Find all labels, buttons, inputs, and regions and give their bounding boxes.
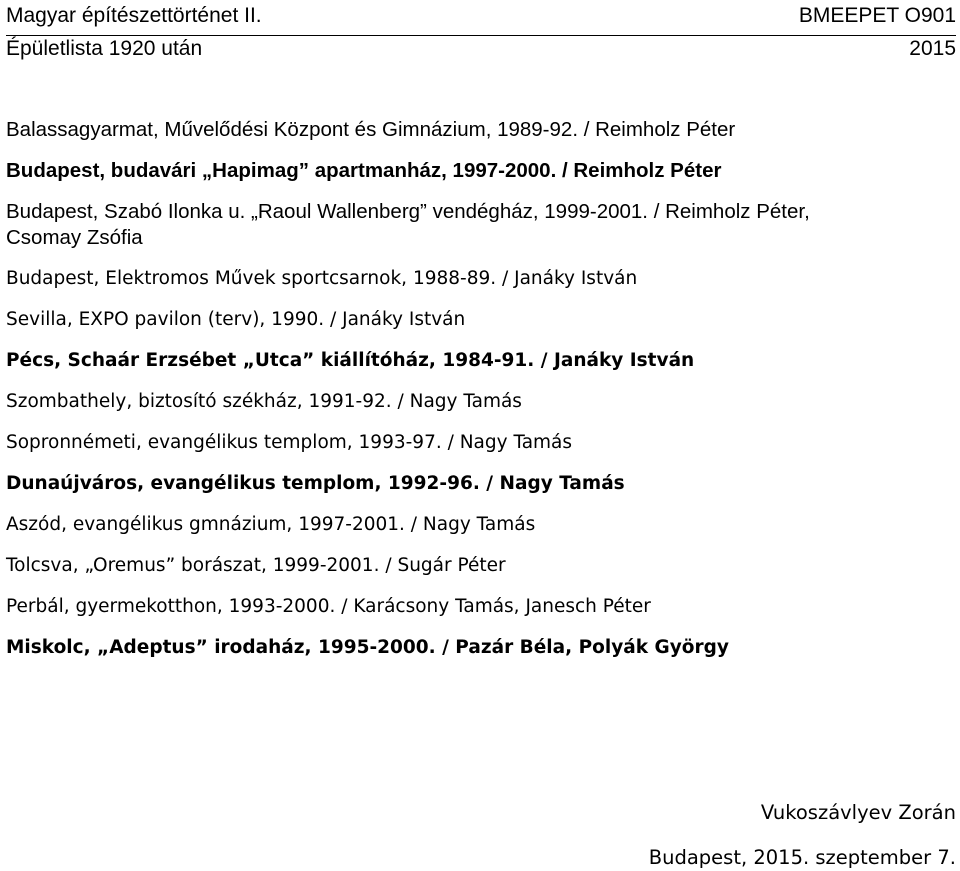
list-item: Sevilla, EXPO pavilon (terv), 1990. / Janáky István bbox=[6, 309, 466, 330]
list-item: Budapest, Elektromos Művek sportcsarnok, 1988-89. / Janáky István bbox=[6, 268, 638, 289]
header-row-2 bbox=[6, 35, 956, 62]
list-item: Aszód, evangélikus gmnázium, 1997-2001. / Nagy Tamás bbox=[6, 514, 536, 535]
list-item: Pécs, Schaár Erzsébet „Utca” kiállítóház, 1984-91. / Janáky István bbox=[6, 350, 695, 371]
list-item: Dunaújváros, evangélikus templom, 1992-96. / Nagy Tamás bbox=[6, 473, 625, 494]
list-item: Budapest, Szabó Ilonka u. „Raoul Wallenberg” vendégház, 1999-2001. / Reimholz Péter, Csomay Zsófia bbox=[6, 200, 810, 249]
course-title: Magyar építészettörténet II. bbox=[6, 4, 262, 27]
list-item: Budapest, budavári „Hapimag” apartmanház, 1997-2000. / Reimholz Péter bbox=[6, 159, 722, 182]
list-item: Miskolc, „Adeptus” irodaház, 1995-2000. / Pazár Béla, Polyák György bbox=[6, 637, 729, 658]
building-list bbox=[6, 117, 951, 676]
signature-author: Vukoszávlyev Zorán bbox=[760, 801, 956, 824]
list-item: Szombathely, biztosító székház, 1991-92. / Nagy Tamás bbox=[6, 391, 522, 412]
list-item: Tolcsva, „Oremus” borászat, 1999-2001. / Sugár Péter bbox=[6, 555, 506, 576]
signature-place-date: Budapest, 2015. szeptember 7. bbox=[648, 846, 956, 869]
list-title: Épületlista 1920 után bbox=[6, 37, 203, 60]
header-year: 2015 bbox=[909, 37, 956, 60]
course-code: BMEEPET O901 bbox=[798, 4, 956, 27]
list-item: Balassagyarmat, Művelődési Központ és Gimnázium, 1989-92. / Reimholz Péter bbox=[6, 118, 736, 141]
list-item: Perbál, gyermekotthon, 1993-2000. / Karácsony Tamás, Janesch Péter bbox=[6, 596, 651, 617]
header-row-1 bbox=[6, 3, 956, 29]
list-item: Sopronnémeti, evangélikus templom, 1993-97. / Nagy Tamás bbox=[6, 432, 573, 453]
